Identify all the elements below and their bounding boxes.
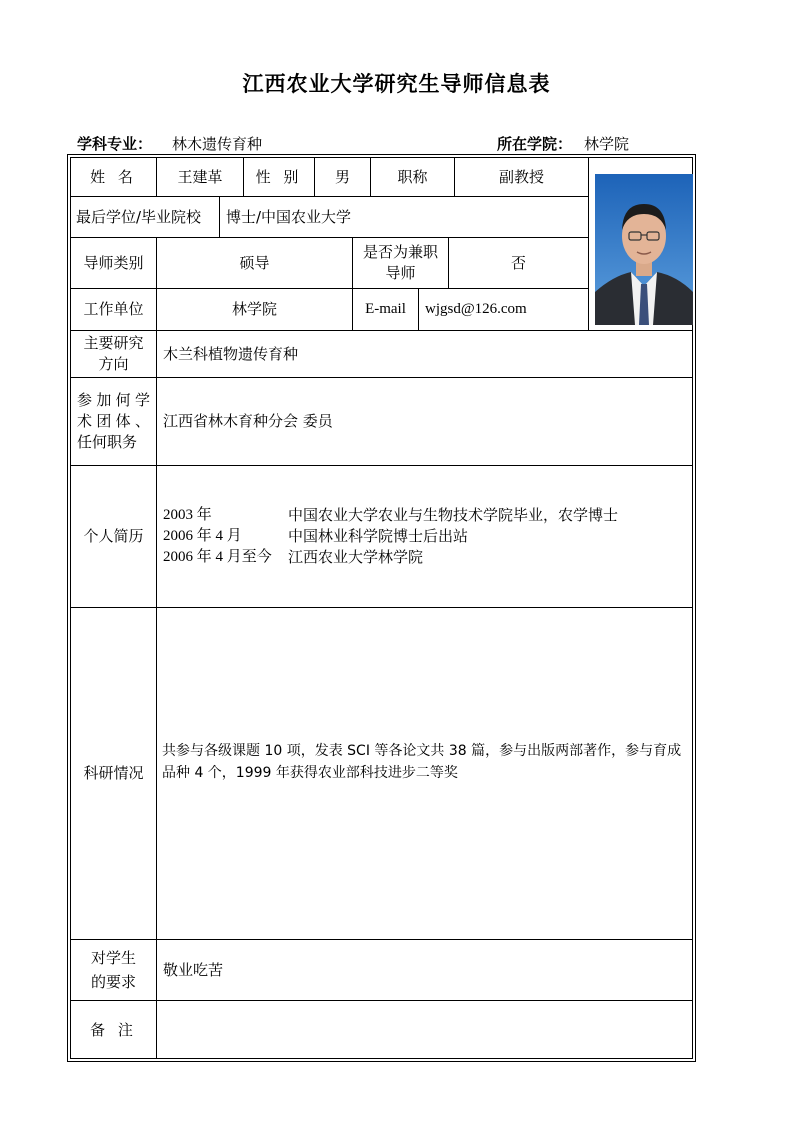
gender-label: 性 别 xyxy=(255,167,303,186)
workplace-value: 林学院 xyxy=(231,300,277,318)
resume-period: 2003 年 xyxy=(163,507,212,523)
student-requirement-value: 敬业吃苦 xyxy=(163,960,224,979)
degree-value: 博士/中国农业大学 xyxy=(226,207,352,226)
workplace-label: 工作单位 xyxy=(83,300,144,318)
name-label: 姓 名 xyxy=(90,167,137,186)
resume-label: 个人简历 xyxy=(83,527,144,545)
academic-org-value: 江西省林木育种分会 委员 xyxy=(163,412,333,430)
grid-line xyxy=(70,465,693,466)
research-label: 科研情况 xyxy=(83,764,144,782)
grid-line xyxy=(588,157,589,330)
resume-desc: 中国农业大学农业与生物技术学院毕业，农学博士 xyxy=(288,506,619,524)
portrait-photo xyxy=(595,174,693,325)
major-label: 学科专业： xyxy=(77,135,153,153)
name-value: 王建革 xyxy=(177,167,223,186)
parttime-value: 否 xyxy=(510,253,526,272)
research-direction-value: 木兰科植物遗传育种 xyxy=(163,344,299,363)
grid-line xyxy=(70,607,693,608)
resume-item xyxy=(163,505,618,526)
resume-desc: 中国林业科学院博士后出站 xyxy=(288,527,469,545)
resume-item xyxy=(163,547,618,568)
supervisor-type-label: 导师类别 xyxy=(83,253,144,272)
email-value: wjgsd@126.com xyxy=(425,301,527,317)
resume-item xyxy=(163,526,618,547)
research-value: 共参与各级课题 10 项，发表 SCI 等各论文共 38 篇，参与出版两部著作，参与育成品种 4 个，1999 年获得农业部科技进步二等奖 xyxy=(162,743,682,781)
professional-title-label: 职称 xyxy=(397,167,428,186)
professional-title-value: 副教授 xyxy=(498,167,544,186)
academic-org-label: 参加何学术团体、任何职务 xyxy=(77,391,150,451)
gender-value: 男 xyxy=(334,167,350,186)
supervisor-type-value: 硕导 xyxy=(239,253,270,272)
degree-label: 最后学位/毕业院校 xyxy=(76,207,202,226)
resume-period: 2006 年 4 月 xyxy=(163,528,242,544)
portrait-image xyxy=(595,174,693,325)
remark-label: 备 注 xyxy=(90,1020,137,1039)
remark-value xyxy=(157,1001,693,1059)
college-value: 林学院 xyxy=(584,135,630,153)
parttime-label: 是否为兼职导师 xyxy=(362,243,438,282)
college-label: 所在学院： xyxy=(497,135,573,153)
resume-period: 2006 年 4 月至今 xyxy=(163,549,272,565)
student-requirement-label: 对学生的要求 xyxy=(90,949,136,991)
major-value: 林木遗传育种 xyxy=(172,135,263,153)
email-label: E-mail xyxy=(365,301,406,317)
resume-desc: 江西农业大学林学院 xyxy=(288,548,424,566)
research-direction-label: 主要研究方向 xyxy=(83,334,144,373)
resume-list xyxy=(163,505,618,568)
page-title: 江西农业大学研究生导师信息表 xyxy=(242,71,551,96)
